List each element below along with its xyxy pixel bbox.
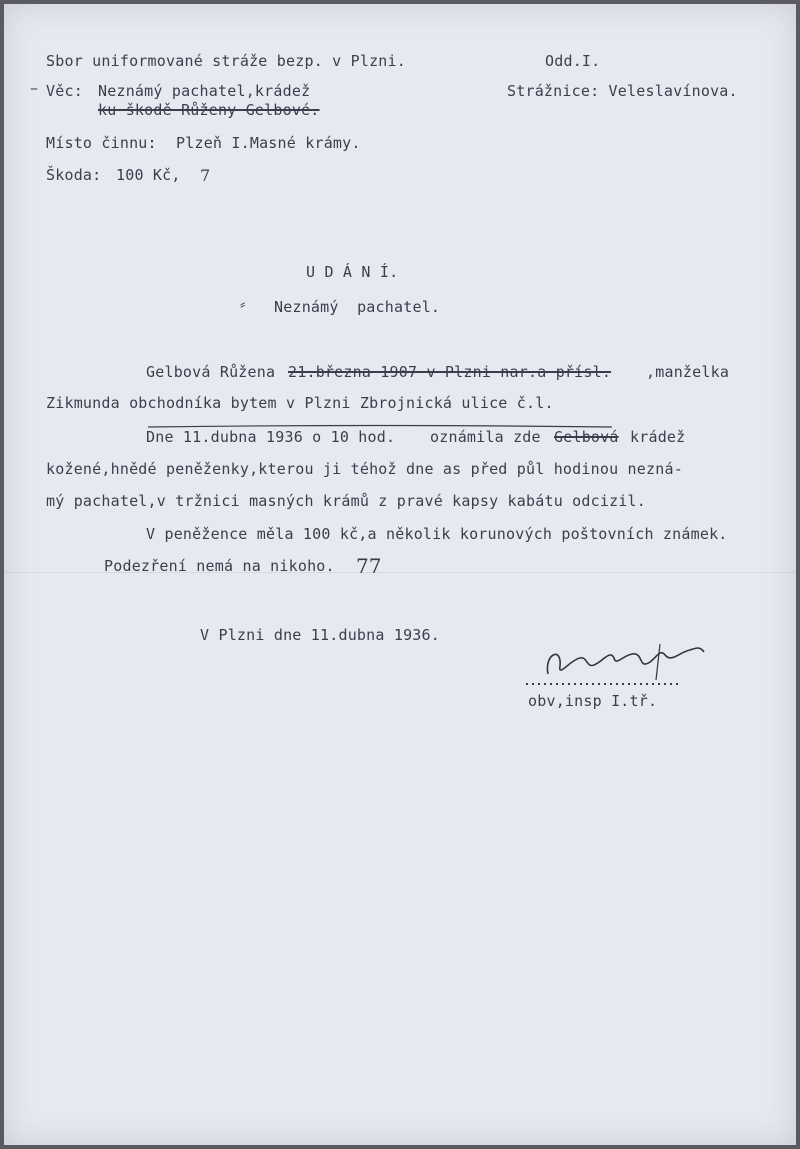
- subject-struck-text: ku škodě Růženy Gelbové.: [98, 101, 320, 119]
- department-label: Odd.I.: [545, 52, 601, 70]
- document-heading: U D Á N Í.: [306, 263, 399, 281]
- place-text: Plzeň I.Masné krámy.: [176, 134, 361, 152]
- place-label: Místo činnu:: [46, 134, 157, 152]
- document-subheading: Neznámý pachatel.: [274, 298, 441, 316]
- rank-title: obv,insp I.tř.: [528, 692, 658, 710]
- subject-label: Věc:: [46, 82, 83, 100]
- station-label: Strážnice: Veleslavínova.: [507, 82, 738, 100]
- place-date: V Plzni dne 11.dubna 1936.: [200, 626, 440, 644]
- pen-mark-end: 77: [356, 554, 382, 578]
- body-line3-reported: oznámila zde: [430, 428, 541, 446]
- pen-underline: [146, 423, 616, 431]
- body-line2: Zikmunda obchodníka bytem v Plzni Zbrojnická ulice č.l.: [46, 394, 554, 412]
- body-name: Gelbová Růžena: [146, 363, 276, 381]
- pen-mark-damage: 7: [200, 166, 211, 185]
- dotted-signature-line: [526, 680, 686, 688]
- body-line3-end: krádež: [630, 428, 686, 446]
- body-line4: kožené,hnědé peněženky,kterou ji téhož dne as před půl hodinou nezná-: [46, 460, 683, 478]
- body-line3-start: Dne 11.dubna 1936 o 10 hod.: [146, 428, 396, 446]
- body-line7: Podezření nemá na nikoho.: [104, 557, 335, 575]
- damage-label: Škoda:: [46, 166, 102, 184]
- body-line1-end: ,manželka: [646, 363, 730, 381]
- body-line3-struck: Gelbová: [554, 428, 619, 446]
- body-line5: mý pachatel,v tržnici masných krámů z pravé kapsy kabátu odcizil.: [46, 492, 646, 510]
- subject-text: Neznámý pachatel,krádež: [98, 82, 311, 100]
- body-line6: V peněžence měla 100 kč,a několik korunových poštovních známek.: [146, 525, 728, 543]
- authority-line: Sbor uniformované stráže bezp. v Plzni.: [46, 52, 406, 70]
- pen-mark-heading: ⸗: [240, 294, 246, 313]
- body-struck-birth: 21.března 1907 v Plzni nar.a přísl.: [288, 363, 612, 381]
- margin-mark: –: [30, 78, 38, 97]
- damage-text: 100 Kč,: [116, 166, 181, 184]
